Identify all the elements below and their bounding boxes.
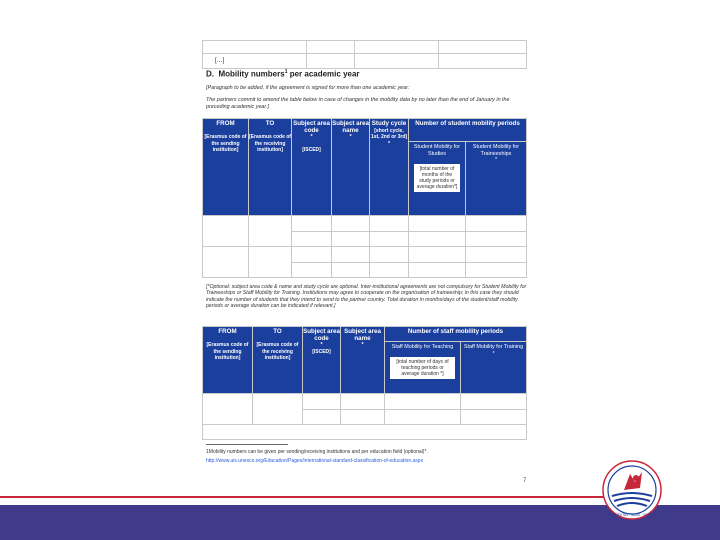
- header-staff-mobility-training: Staff Mobility for Training *: [461, 342, 527, 394]
- page-number: 7: [523, 478, 527, 484]
- student-mobility-table: [202, 118, 527, 278]
- footnote-marker: 1: [284, 69, 288, 75]
- previous-table-fragment: [202, 40, 527, 69]
- section-title: [206, 69, 360, 79]
- header-staff-mobility-teaching: Staff Mobility for Teaching [total number of days of teaching periods or average duration *]: [385, 342, 461, 394]
- table-cell[interactable]: [203, 216, 249, 247]
- table-cell[interactable]: [409, 231, 466, 247]
- table-cell[interactable]: [385, 409, 461, 425]
- table-cell[interactable]: [303, 394, 341, 410]
- table-cell[interactable]: [409, 247, 466, 263]
- header-number-of-student-mobility-periods: Number of student mobility periods: [409, 119, 527, 142]
- table-cell[interactable]: [370, 216, 409, 232]
- table-cell: [439, 41, 527, 54]
- section-title-rest: per academic year: [289, 69, 360, 79]
- header-from: FROM [Erasmus code of the sending institution]: [203, 327, 253, 394]
- table-cell[interactable]: [332, 247, 370, 263]
- section-letter: D.: [206, 69, 214, 79]
- header-student-mobility-traineeships: Student Mobility for Traineeships *: [466, 142, 527, 216]
- staff-mobility-table: [202, 326, 527, 440]
- table-cell[interactable]: [303, 409, 341, 425]
- table-cell[interactable]: [292, 216, 332, 232]
- header-to: TO [Erasmus code of the receiving institution]: [249, 119, 292, 216]
- table-cell[interactable]: [466, 231, 527, 247]
- table-cell[interactable]: [341, 394, 385, 410]
- university-seal-logo: [602, 460, 662, 520]
- header-subject-area-name: Subject area name *: [341, 327, 385, 394]
- header-subject-area-code: Subject area code * [ISCED]: [303, 327, 341, 394]
- table-cell[interactable]: [370, 231, 409, 247]
- table-cell[interactable]: [466, 262, 527, 278]
- header-study-cycle: Study cycle [short cycle, 1st, 2nd or 3rd] *: [370, 119, 409, 216]
- header-to: TO [Erasmus code of the receiving institution]: [253, 327, 303, 394]
- table-cell: [439, 54, 527, 69]
- teaching-duration-note: [total number of days of teaching periods or average duration *]: [389, 356, 456, 380]
- table-cell[interactable]: [292, 262, 332, 278]
- table-cell[interactable]: [332, 216, 370, 232]
- table-cell[interactable]: [466, 247, 527, 263]
- header-subject-area-name: Subject area name *: [332, 119, 370, 216]
- table-cell[interactable]: [461, 394, 527, 410]
- table-cell[interactable]: [203, 425, 527, 440]
- table-cell[interactable]: [461, 409, 527, 425]
- footnote-divider: [206, 444, 288, 445]
- table-cell[interactable]: [466, 216, 527, 232]
- table-cell[interactable]: [203, 394, 253, 425]
- table-cell[interactable]: [249, 247, 292, 278]
- table-cell: […]: [203, 54, 307, 69]
- footnote-link[interactable]: http://www.uis.unesco.org/Education/Pages/international-standard-classification-of-education.aspx: [206, 458, 424, 464]
- red-accent-line: [0, 496, 606, 498]
- footnote-1: 1Mobility numbers can be given per sending/receiving institutions and per education field (optional)*.: [206, 449, 428, 455]
- section-title-text: Mobility numbers: [218, 69, 285, 79]
- studies-duration-note: [total number of months of the study periods or average duration*]: [413, 163, 461, 193]
- table-cell[interactable]: [292, 247, 332, 263]
- table-cell: [203, 41, 307, 54]
- header-subject-area-code: Subject area code * [ISCED]: [292, 119, 332, 216]
- table-cell: [307, 41, 355, 54]
- table-cell[interactable]: [292, 231, 332, 247]
- table-cell: [355, 41, 439, 54]
- table-cell[interactable]: [409, 216, 466, 232]
- table-cell: [355, 54, 439, 69]
- table-cell: [307, 54, 355, 69]
- table-cell[interactable]: [332, 262, 370, 278]
- header-student-mobility-studies: Student Mobility for Studies [total number of months of the study periods or average duration*]: [409, 142, 466, 216]
- header-number-of-staff-mobility-periods: Number of staff mobility periods: [385, 327, 527, 342]
- header-from: FROM [Erasmus code of the sending institution]: [203, 119, 249, 216]
- table-cell[interactable]: [249, 216, 292, 247]
- table-cell[interactable]: [203, 247, 249, 278]
- paragraph-note-2: The partners commit to amend the table below in case of changes in the mobility data by no later than the end of January in the preceding academic year.]: [206, 97, 510, 110]
- table-cell[interactable]: [409, 262, 466, 278]
- svg-text:UNIVERSITAS · MARE · VERSITY: UNIVERSITAS · MARE · VERSITY: [607, 513, 657, 517]
- table-cell[interactable]: [370, 262, 409, 278]
- table-cell[interactable]: [332, 231, 370, 247]
- table-cell[interactable]: [341, 409, 385, 425]
- table-cell[interactable]: [370, 247, 409, 263]
- optional-fields-note: [*Optional: subject area code & name and study cycle are optional. Inter-institutional agreements are not compulsory for Student Mobility for Traineeships or Staff Mobility for Training. Institutions may agree to cooperate on the organisation of traineeship; in this case they should indicate the number of students that they intend to send to the partner country. Total duration in months/days of the student/staff mobility periods or average duration can be indicated if relevant.]: [206, 284, 527, 310]
- paragraph-note-1: [Paragraph to be added, if the agreement is signed for more than one academic year:: [206, 85, 410, 91]
- table-cell[interactable]: [253, 394, 303, 425]
- table-cell[interactable]: [385, 394, 461, 410]
